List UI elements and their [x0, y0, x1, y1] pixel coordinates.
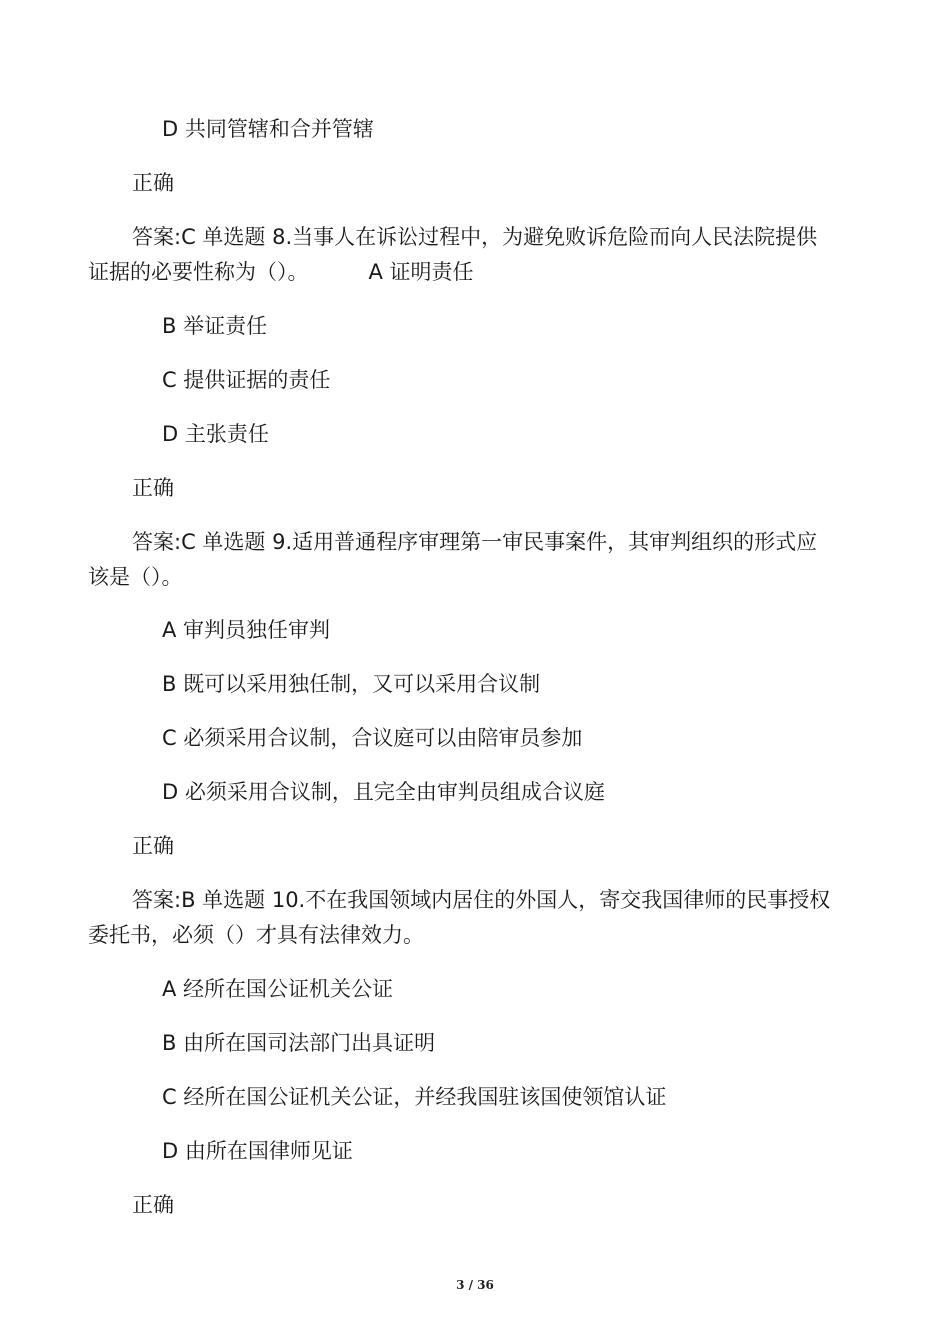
q10-stem-line1: 答案:B 单选题 10.不在我国领域内居住的外国人，寄交我国律师的民事授权 — [132, 888, 831, 912]
q10-option-b: B 由所在国司法部门出具证明 — [162, 1031, 436, 1055]
q8-stem-line2 — [88, 260, 474, 284]
q9-option-c: C 必须采用合议制，合议庭可以由陪审员参加 — [162, 726, 583, 750]
q9-option-d: D 必须采用合议制，且完全由审判员组成合议庭 — [162, 780, 605, 804]
q9-stem-line2: 该是（）。 — [88, 565, 183, 589]
page-number: 3 / 36 — [456, 1278, 494, 1292]
q10-result: 正确 — [132, 1193, 174, 1217]
q8-option-d: D 主张责任 — [162, 422, 269, 446]
q7-result: 正确 — [132, 171, 174, 195]
q10-option-d: D 由所在国律师见证 — [162, 1139, 353, 1163]
q9-option-b: B 既可以采用独任制，又可以采用合议制 — [162, 672, 541, 696]
q9-stem-line1: 答案:C 单选题 9.适用普通程序审理第一审民事案件，其审判组织的形式应 — [132, 530, 818, 554]
q8-option-b: B 举证责任 — [162, 314, 268, 338]
q8-stem-line1: 答案:C 单选题 8.当事人在诉讼过程中，为避免败诉危险而向人民法院提供 — [132, 225, 818, 249]
q10-option-c: C 经所在国公证机关公证，并经我国驻该国使领馆认证 — [162, 1085, 667, 1109]
q10-option-a: A 经所在国公证机关公证 — [162, 977, 394, 1001]
q10-stem-line2: 委托书，必须（）才具有法律效力。 — [88, 923, 424, 947]
q7-option-d: D 共同管辖和合并管辖 — [162, 117, 374, 141]
q8-option-a: A 证明责任 — [368, 260, 474, 284]
q9-result: 正确 — [132, 834, 174, 858]
q8-stem-text: 证据的必要性称为（）。 — [88, 260, 309, 284]
q9-option-a: A 审判员独任审判 — [162, 618, 331, 642]
q8-option-c: C 提供证据的责任 — [162, 368, 331, 392]
q8-result: 正确 — [132, 476, 174, 500]
